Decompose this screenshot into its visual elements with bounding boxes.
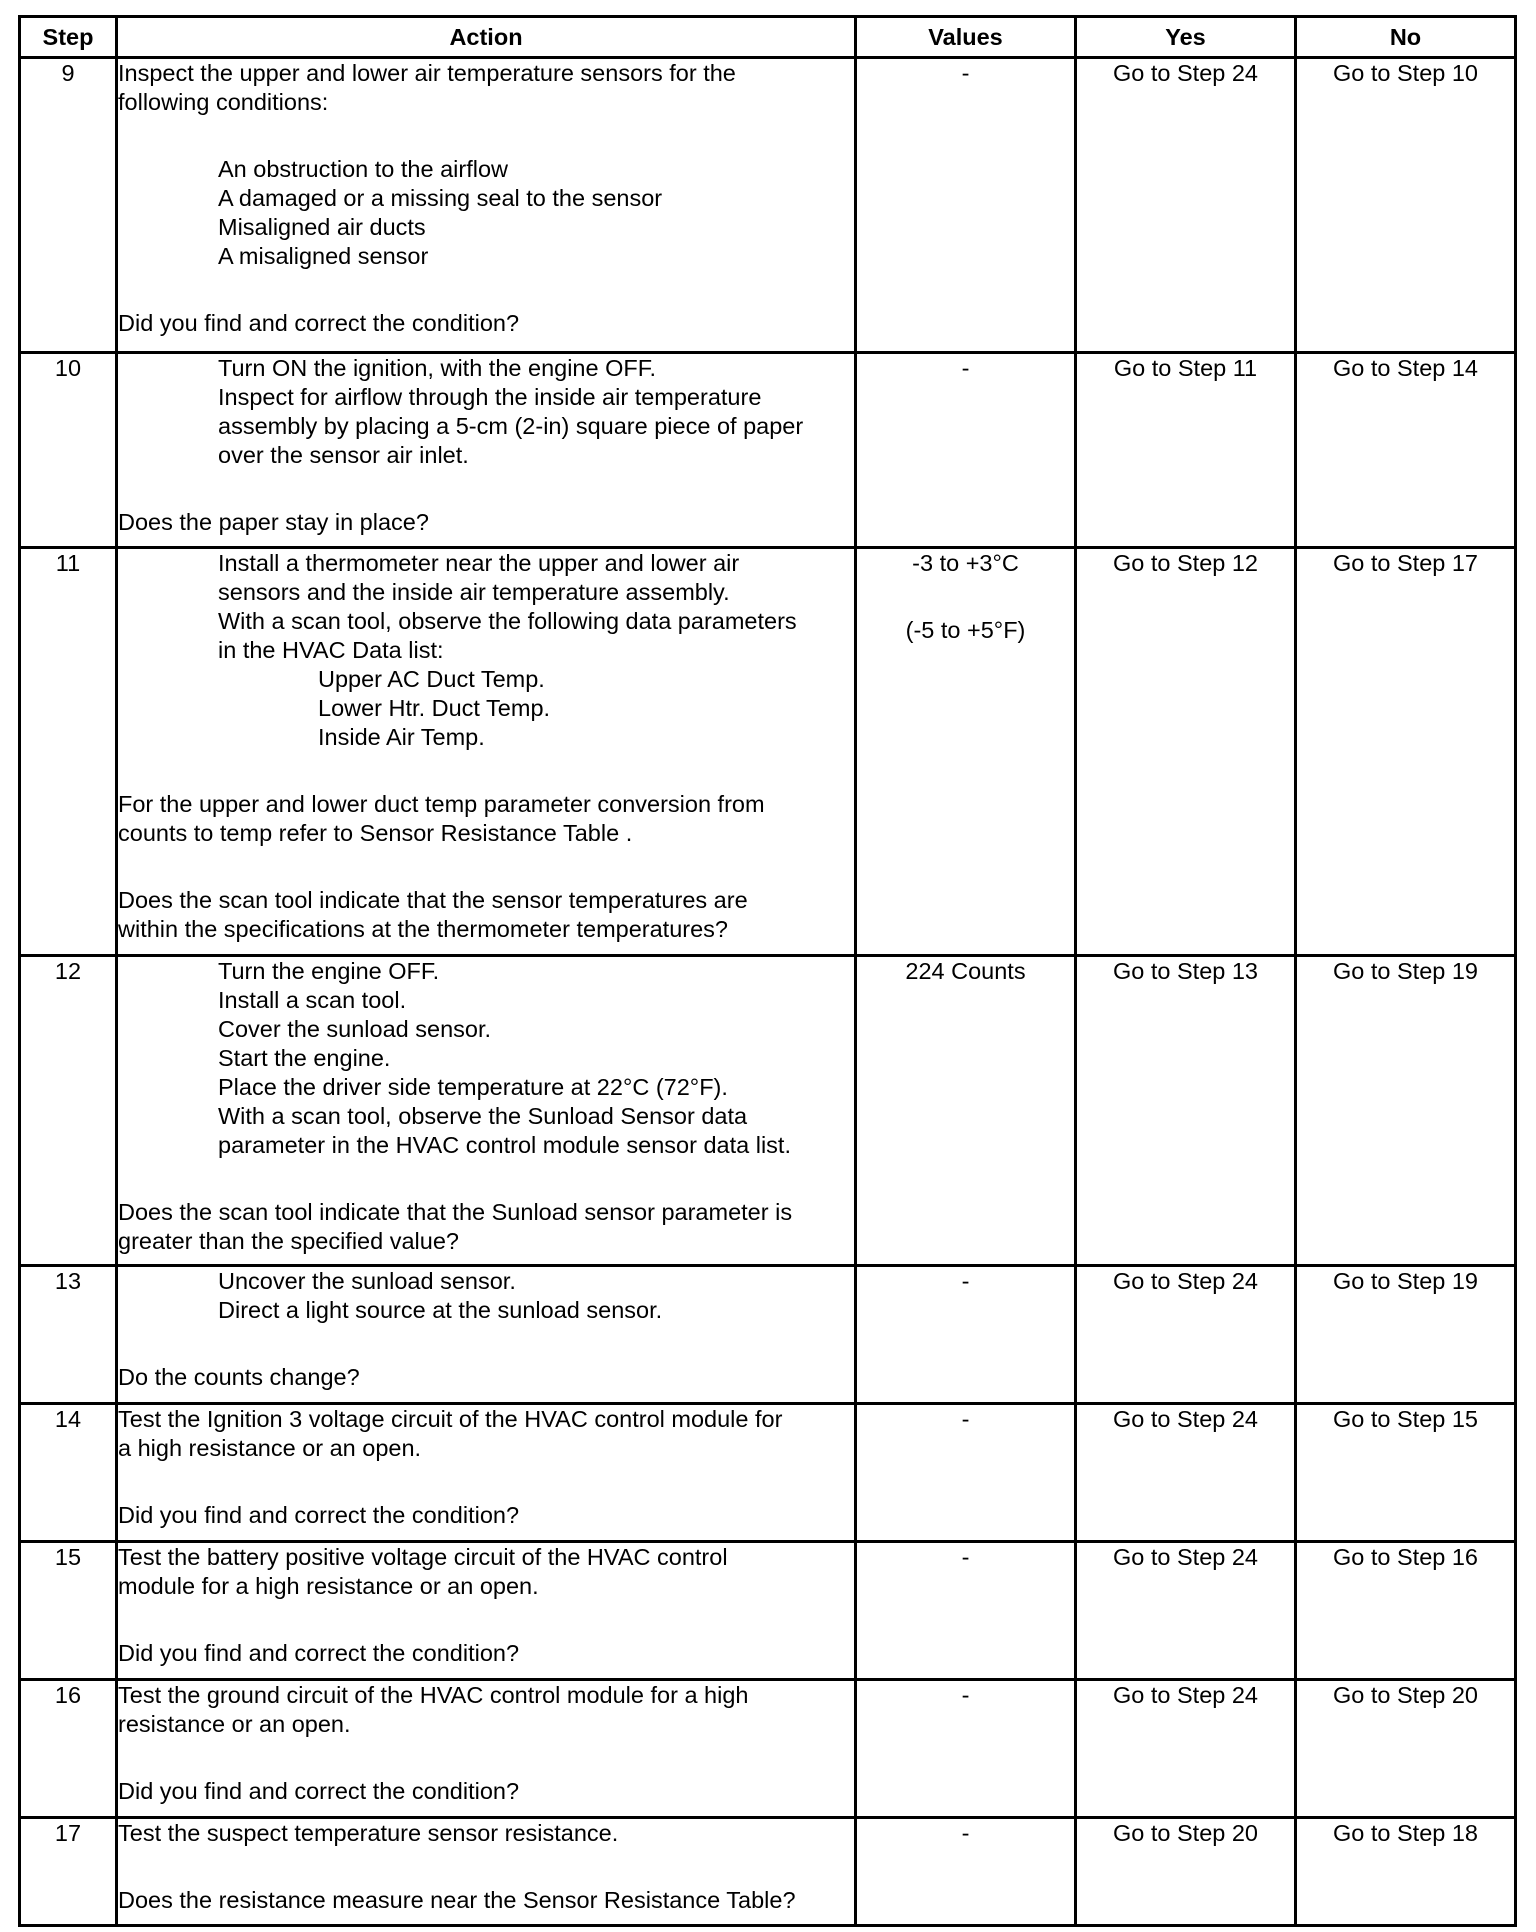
yes-link[interactable]: Go to Step 11: [1076, 353, 1296, 548]
values-cell: -: [856, 1680, 1076, 1818]
yes-link[interactable]: Go to Step 24: [1076, 1266, 1296, 1404]
no-link[interactable]: Go to Step 10: [1296, 58, 1516, 353]
no-link[interactable]: Go to Step 14: [1296, 353, 1516, 548]
yes-link[interactable]: Go to Step 13: [1076, 956, 1296, 1266]
question-text: Do the counts change?: [118, 1364, 360, 1390]
values-cell: -: [856, 353, 1076, 548]
question-text: greater than the specified value?: [118, 1228, 459, 1254]
header-action: Action: [117, 17, 856, 58]
no-link[interactable]: Go to Step 15: [1296, 1404, 1516, 1542]
values-cell: -: [856, 1266, 1076, 1404]
note-text: For the upper and lower duct temp parameter conversion from: [118, 791, 765, 817]
action-cell: [117, 1542, 856, 1680]
sub-list-item: Inside Air Temp.: [318, 724, 485, 750]
action-text: following conditions:: [118, 89, 329, 115]
table-row: [20, 1404, 1516, 1542]
step-number: 17: [20, 1818, 117, 1926]
values-cell: [856, 548, 1076, 956]
action-text: Test the suspect temperature sensor resistance.: [118, 1820, 619, 1846]
header-row: [20, 17, 1516, 58]
question-text: Did you find and correct the condition?: [118, 1640, 520, 1666]
action-text: resistance or an open.: [118, 1711, 351, 1737]
yes-link[interactable]: Go to Step 24: [1076, 1404, 1296, 1542]
sub-list-item: Upper AC Duct Temp.: [318, 666, 545, 692]
list-item: A misaligned sensor: [218, 243, 429, 269]
action-cell: [117, 1680, 856, 1818]
no-link[interactable]: Go to Step 16: [1296, 1542, 1516, 1680]
table-row: [20, 956, 1516, 1266]
step-number: 9: [20, 58, 117, 353]
values-cell: -: [856, 58, 1076, 353]
list-item: An obstruction to the airflow: [218, 156, 508, 182]
list-item: Misaligned air ducts: [218, 214, 426, 240]
action-cell: [117, 353, 856, 548]
question-text: Did you find and correct the condition?: [118, 1778, 520, 1804]
list-item: Uncover the sunload sensor.: [218, 1268, 516, 1294]
values-cell: -: [856, 1542, 1076, 1680]
list-item: Inspect for airflow through the inside air temperature: [218, 384, 762, 410]
action-cell: [117, 1818, 856, 1926]
yes-link[interactable]: Go to Step 20: [1076, 1818, 1296, 1926]
no-link[interactable]: Go to Step 18: [1296, 1818, 1516, 1926]
question-text: Does the paper stay in place?: [118, 509, 429, 535]
no-link[interactable]: Go to Step 19: [1296, 1266, 1516, 1404]
action-cell: [117, 58, 856, 353]
table-row: [20, 548, 1516, 956]
table-row: [20, 353, 1516, 548]
step-number: 11: [20, 548, 117, 956]
no-link[interactable]: Go to Step 17: [1296, 548, 1516, 956]
action-text: Inspect the upper and lower air temperature sensors for the: [118, 60, 736, 86]
yes-link[interactable]: Go to Step 24: [1076, 1542, 1296, 1680]
table-row: [20, 1680, 1516, 1818]
question-text: Does the scan tool indicate that the sensor temperatures are: [118, 887, 748, 913]
question-text: Did you find and correct the condition?: [118, 1502, 520, 1528]
list-item: assembly by placing a 5-cm (2-in) square piece of paper: [218, 413, 804, 439]
list-item: Install a scan tool.: [218, 987, 407, 1013]
sub-list-item: Lower Htr. Duct Temp.: [318, 695, 551, 721]
step-number: 10: [20, 353, 117, 548]
values-cell: -: [856, 1404, 1076, 1542]
list-item: Turn the engine OFF.: [218, 958, 440, 984]
header-step: Step: [20, 17, 117, 58]
action-cell: [117, 1266, 856, 1404]
list-item: With a scan tool, observe the following data parameters: [218, 608, 797, 634]
step-number: 13: [20, 1266, 117, 1404]
action-cell: [117, 1404, 856, 1542]
list-item: With a scan tool, observe the Sunload Sensor data: [218, 1103, 748, 1129]
list-item: sensors and the inside air temperature assembly.: [218, 579, 730, 605]
yes-link[interactable]: Go to Step 24: [1076, 58, 1296, 353]
list-item: Install a thermometer near the upper and lower air: [218, 550, 740, 576]
value-fahrenheit: (-5 to +5°F): [905, 617, 1026, 643]
list-item: in the HVAC Data list:: [218, 637, 444, 663]
header-no: No: [1296, 17, 1516, 58]
table-row: [20, 1818, 1516, 1926]
step-number: 14: [20, 1404, 117, 1542]
action-text: Test the battery positive voltage circuit of the HVAC control: [118, 1544, 728, 1570]
diagnostic-table: [18, 15, 1517, 1927]
yes-link[interactable]: Go to Step 24: [1076, 1680, 1296, 1818]
table-row: [20, 1542, 1516, 1680]
value-celsius: -3 to +3°C: [912, 550, 1019, 576]
question-text: Does the resistance measure near the Sensor Resistance Table?: [118, 1887, 796, 1913]
list-item: A damaged or a missing seal to the sensor: [218, 185, 663, 211]
note-text: counts to temp refer to Sensor Resistance Table .: [118, 820, 633, 846]
values-cell: -: [856, 1818, 1076, 1926]
header-values: Values: [856, 17, 1076, 58]
question-text: Does the scan tool indicate that the Sunload sensor parameter is: [118, 1199, 793, 1225]
table-row: [20, 1266, 1516, 1404]
step-number: 15: [20, 1542, 117, 1680]
list-item: over the sensor air inlet.: [218, 442, 469, 468]
action-cell: [117, 548, 856, 956]
values-cell: 224 Counts: [856, 956, 1076, 1266]
list-item: Direct a light source at the sunload sensor.: [218, 1297, 663, 1323]
list-item: parameter in the HVAC control module sensor data list.: [218, 1132, 791, 1158]
action-text: module for a high resistance or an open.: [118, 1573, 539, 1599]
question-text: Did you find and correct the condition?: [118, 310, 520, 336]
list-item: Turn ON the ignition, with the engine OFF.: [218, 355, 657, 381]
header-yes: Yes: [1076, 17, 1296, 58]
no-link[interactable]: Go to Step 19: [1296, 956, 1516, 1266]
action-cell: [117, 956, 856, 1266]
question-text: within the specifications at the thermometer temperatures?: [118, 916, 728, 942]
step-number: 16: [20, 1680, 117, 1818]
no-link[interactable]: Go to Step 20: [1296, 1680, 1516, 1818]
action-text: Test the ground circuit of the HVAC control module for a high: [118, 1682, 749, 1708]
step-number: 12: [20, 956, 117, 1266]
action-text: Test the Ignition 3 voltage circuit of the HVAC control module for: [118, 1406, 783, 1432]
yes-link[interactable]: Go to Step 12: [1076, 548, 1296, 956]
list-item: Start the engine.: [218, 1045, 391, 1071]
table-row: [20, 58, 1516, 353]
list-item: Cover the sunload sensor.: [218, 1016, 492, 1042]
action-text: a high resistance or an open.: [118, 1435, 422, 1461]
list-item: Place the driver side temperature at 22°C (72°F).: [218, 1074, 728, 1100]
